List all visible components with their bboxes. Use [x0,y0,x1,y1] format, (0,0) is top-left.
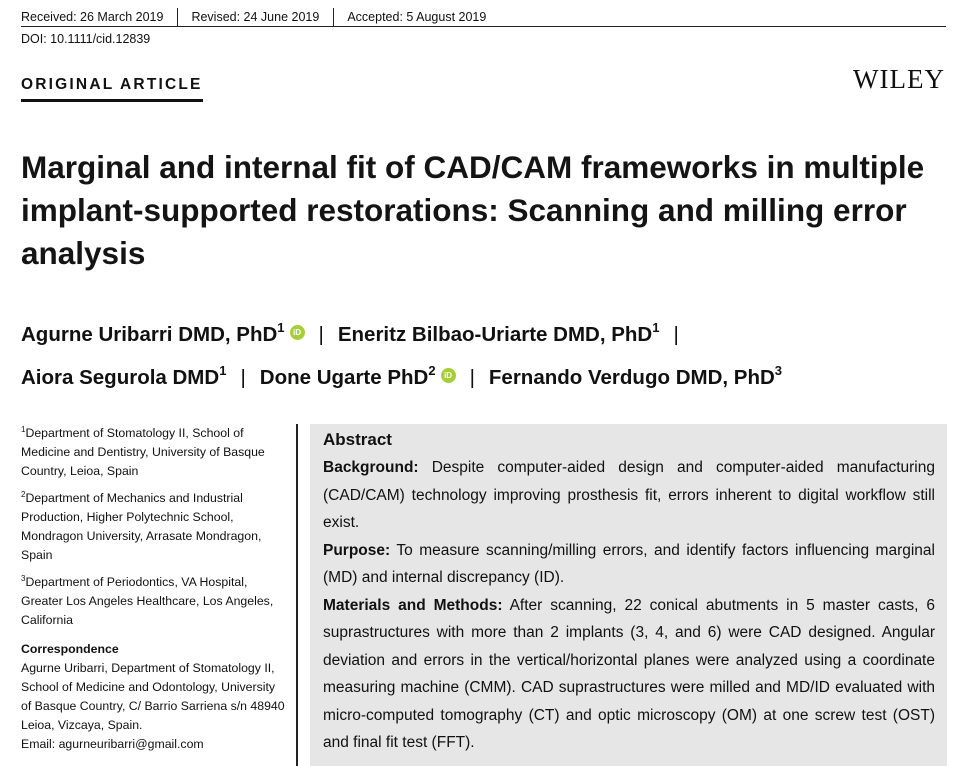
author-4[interactable] [259,363,456,389]
author-name: Eneritz Bilbao-Uriarte DMD, PhD [337,323,653,346]
affiliation-sup: 1 [21,425,26,434]
author-affiliation-sup: 1 [219,363,227,378]
affiliation-text: Department of Mechanics and Industrial Production, Higher Polytechnic School, Mondragon University, Arrasate Mondragon, Spain [21,491,262,562]
abstract-methods [323,592,935,757]
accepted-date: Accepted: 5 August 2019 [347,9,487,24]
affiliation-1 [21,420,286,481]
author-separator: | [673,323,679,346]
abstract-purpose [323,537,935,592]
publisher-logo: WILEY [853,64,945,94]
author-name: Done Ugarte PhD [259,366,429,389]
correspondence-email[interactable]: Email: agurneuribarri@gmail.com [21,737,204,751]
correspondence-heading: Correspondence [21,642,119,656]
affiliations-column [21,420,286,754]
author-affiliation-sup: 2 [428,363,436,378]
article-metadata-row [21,7,946,27]
author-3[interactable] [21,363,227,389]
doi[interactable]: DOI: 10.1111/cid.12839 [21,32,151,46]
author-2[interactable] [337,320,660,346]
author-name: Fernando Verdugo DMD, PhD [488,366,775,389]
author-separator: | [469,366,475,389]
author-list [21,310,941,396]
correspondence-body: Agurne Uribarri, Department of Stomatology II, School of Medicine and Odontology, University of Basque Country, C/ Barrio Sarriena s/n 48940 Leioa, Vizcaya, Spain. [21,661,285,732]
section-text: To measure scanning/milling errors, and identify factors influencing marginal (MD) and internal discrepancy (ID). [323,541,935,586]
author-separator: | [240,366,246,389]
affiliation-3 [21,569,286,630]
revised-date: Revised: 24 June 2019 [191,8,334,26]
received-date: Received: 26 March 2019 [21,8,178,26]
section-text: After scanning, 22 conical abutments in 5 master casts, 6 suprastructures with more than 2 implants (3, 4, and 6) were CAD designed. Angular deviation and errors in the vertical/horizontal planes were analyzed using a coordinate measuring machine (CMM). CAD suprastructures were milled and MD/ID evaluated with micro-computed tomography (CT) and optic microscopy (OM) at one screw test (OST) and final fit test (FFT). [323,596,936,751]
affiliation-text: Department of Periodontics, VA Hospital, Greater Los Angeles Healthcare, Los Angeles, California [21,575,274,627]
section-text: Despite computer-aided design and computer-aided manufacturing (CAD/CAM) technology improving prosthesis fit, errors inherent to digital workflow still exist. [323,459,935,531]
author-1[interactable] [21,320,305,346]
author-name: Agurne Uribarri DMD, PhD [21,323,278,346]
affiliation-text: Department of Stomatology II, School of Medicine and Dentistry, University of Basque Country, Leioa, Spain [21,426,265,478]
affiliation-2 [21,485,286,565]
abstract-background [323,454,935,537]
affiliation-sup: 3 [21,574,26,583]
abstract-box [310,424,947,766]
author-5[interactable] [488,363,783,389]
article-type-label: ORIGINAL ARTICLE [21,76,203,102]
author-affiliation-sup: 1 [277,320,285,335]
author-affiliation-sup: 3 [774,363,783,378]
section-label: Purpose: [323,541,391,559]
orcid-icon[interactable] [441,368,456,383]
abstract-heading: Abstract [323,430,392,449]
author-affiliation-sup: 1 [652,320,660,335]
affiliation-sup: 2 [21,490,26,499]
section-label: Materials and Methods: [323,596,503,614]
author-separator: | [318,323,324,346]
section-label: Background: [323,459,419,476]
column-divider [296,424,298,766]
orcid-icon[interactable] [290,325,305,340]
author-name: Aiora Segurola DMD [21,366,220,389]
article-title: Marginal and internal fit of CAD/CAM frameworks in multiple implant-supported restorations: Scanning and milling error analysis [21,149,925,271]
